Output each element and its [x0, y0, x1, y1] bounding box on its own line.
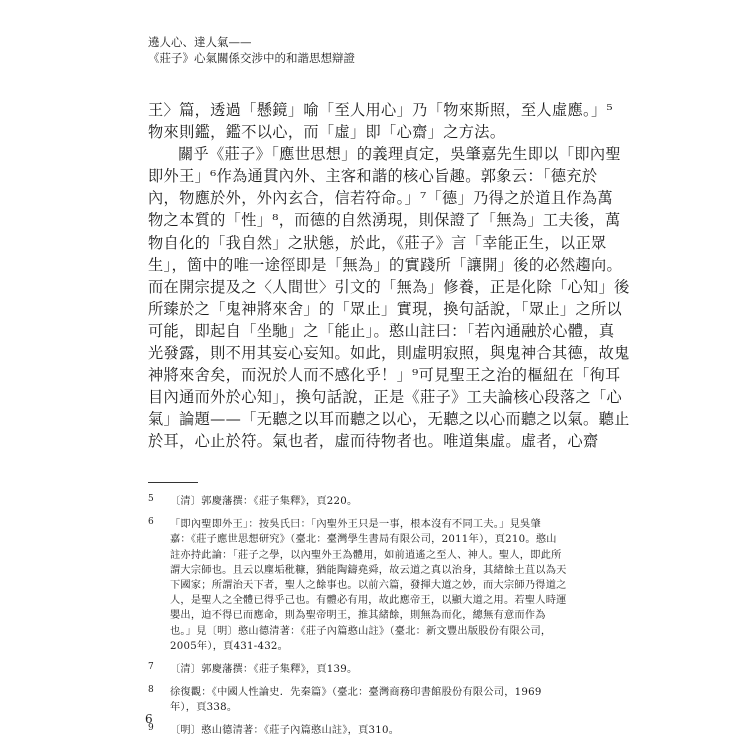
footnote-line: 下國家；所謂治天下者，聖人之餘事也。以前六篇，發揮大道之妙，而大宗師乃得道之	[170, 579, 567, 591]
footnote	[148, 662, 600, 677]
footnote-line: 「即內聖即外王」：按吳氏曰：「內聖外王只是一事，根本沒有不同工夫。」見吳肇	[170, 519, 541, 531]
body-line: 可能，即起自「坐馳」之「能止」。憨山註曰：「若內通融於心體，真	[148, 321, 615, 340]
body-line: 關乎《莊子》「應世思想」的義理貞定，吳肇嘉先生即以「即內聖	[178, 145, 621, 164]
body-line: 神將來舍矣，而況於人而不感化乎！」⁹可見聖王之治的樞紐在「徇耳	[148, 366, 621, 385]
footnote-line: 〔明〕憨山德清著：《莊子內篇憨山註》，頁310。	[170, 725, 400, 737]
footnote-line: 〔清〕郭慶藩撰：《莊子集釋》，頁139。	[170, 663, 358, 675]
footnote-body	[170, 685, 600, 715]
body-line: 於耳，心止於符。氣也者，虛而待物者也。唯道集虛。虛者，心齋	[148, 432, 599, 451]
footnote-body	[170, 517, 600, 654]
footnote-number: 6	[148, 517, 154, 528]
running-head	[148, 34, 355, 66]
footnote-body	[170, 494, 600, 509]
footnote-line: 嬰出，迫不得已而應命，則為聖帝明王，推其緒餘，則無為而化，總無有意而作為	[170, 610, 546, 622]
footnote-line: 〔清〕郭慶藩撰：《莊子集釋》，頁220。	[170, 496, 358, 507]
footnote-divider	[148, 482, 198, 483]
footnote-line: 徐復觀：《中國人性論史．先秦篇》（臺北：臺灣商務印書館股份有限公司，1969	[170, 687, 542, 699]
body-line: 光發露，則不用其妄心妄知。如此，則虛明寂照，與鬼神合其德，故鬼	[148, 344, 630, 363]
footnote	[148, 494, 600, 509]
body-line: 物自化的「我自然」之狀態，於此，《莊子》言「幸能正生，以正眾	[148, 233, 607, 252]
footnote	[148, 517, 600, 654]
body-line: 內，物應於外，外內玄合，信若符命。」⁷「德」乃得之於道且作為萬	[148, 189, 613, 208]
body-line: 王〉篇，透過「懸鏡」喻「至人用心」乃「物來斯照，至人虛應。」⁵	[148, 101, 613, 119]
footnote-line: 註亦持此論：「莊子之學，以內聖外王為體用，如前逍遙之至人、神人。聖人，即此所	[170, 549, 562, 561]
body-line: 即外王」⁶作為通貫內外、主客和諧的核心旨趣。郭象云：「德充於	[148, 167, 598, 186]
body-line: 所臻於之「鬼神將來舍」的「眾止」實現，換句話說，「眾止」之所以	[148, 299, 623, 318]
footnote-line: 謂大宗師也。且云以塵垢秕糠，猶能陶鑄堯舜，故云道之真以治身，其緒餘土苴以為天	[170, 564, 567, 576]
footnote-line: 也。」見〔明〕憨山德清著：《莊子內篇憨山註》（臺北：新文豐出版股份有限公司，	[170, 625, 552, 637]
footnote-number: 7	[148, 661, 154, 672]
body-line: 而在開宗提及之〈人間世〉引文的「無為」修養，正是化除「心知」後	[148, 277, 630, 296]
footnote-number: 5	[148, 494, 154, 504]
body-line: 生」，箇中的唯一途徑即是「無為」的實踐所「讓開」後的必然趨向。	[148, 255, 623, 274]
running-head-subtitle: 《莊子》心氣關係交涉中的和諧思想辯證	[148, 51, 355, 65]
footnote-line: 嘉：《莊子應世思想研究》（臺北：臺灣學生書局有限公司，2011年），頁210。憨山	[170, 534, 557, 546]
footnote-number: 8	[148, 685, 154, 696]
footnote	[148, 685, 600, 715]
footnote-body	[170, 662, 600, 677]
footnote-number: 9	[148, 723, 154, 734]
body-text	[148, 99, 630, 453]
footnote-line: 人，是聖人之全體已得乎己也。有體必有用，故此應帝王，以顯大道之用。若聖人時運	[170, 595, 567, 607]
footnotes	[148, 494, 600, 747]
body-line: 目內通而外於心知」，換句話說，正是《莊子》工夫論核心段落之「心	[148, 388, 623, 407]
body-line: 物之本質的「性」⁸，而德的自然湧現，則保證了「無為」工夫後，萬	[148, 211, 621, 230]
page-number: 6	[145, 712, 153, 726]
running-head-title: 遶人心、達人氣——	[148, 35, 252, 49]
footnote-line: 2005年），頁431-432。	[170, 640, 289, 652]
footnote-body	[170, 723, 600, 738]
body-line: 氣」論題——「无聽之以耳而聽之以心，无聽之以心而聽之以氣。聽止	[148, 410, 630, 429]
footnote-line: 年），頁338。	[170, 702, 238, 714]
footnote	[148, 723, 600, 738]
body-line: 物來則鑑，鑑不以心，而「虛」即「心齋」之方法。	[148, 123, 506, 142]
